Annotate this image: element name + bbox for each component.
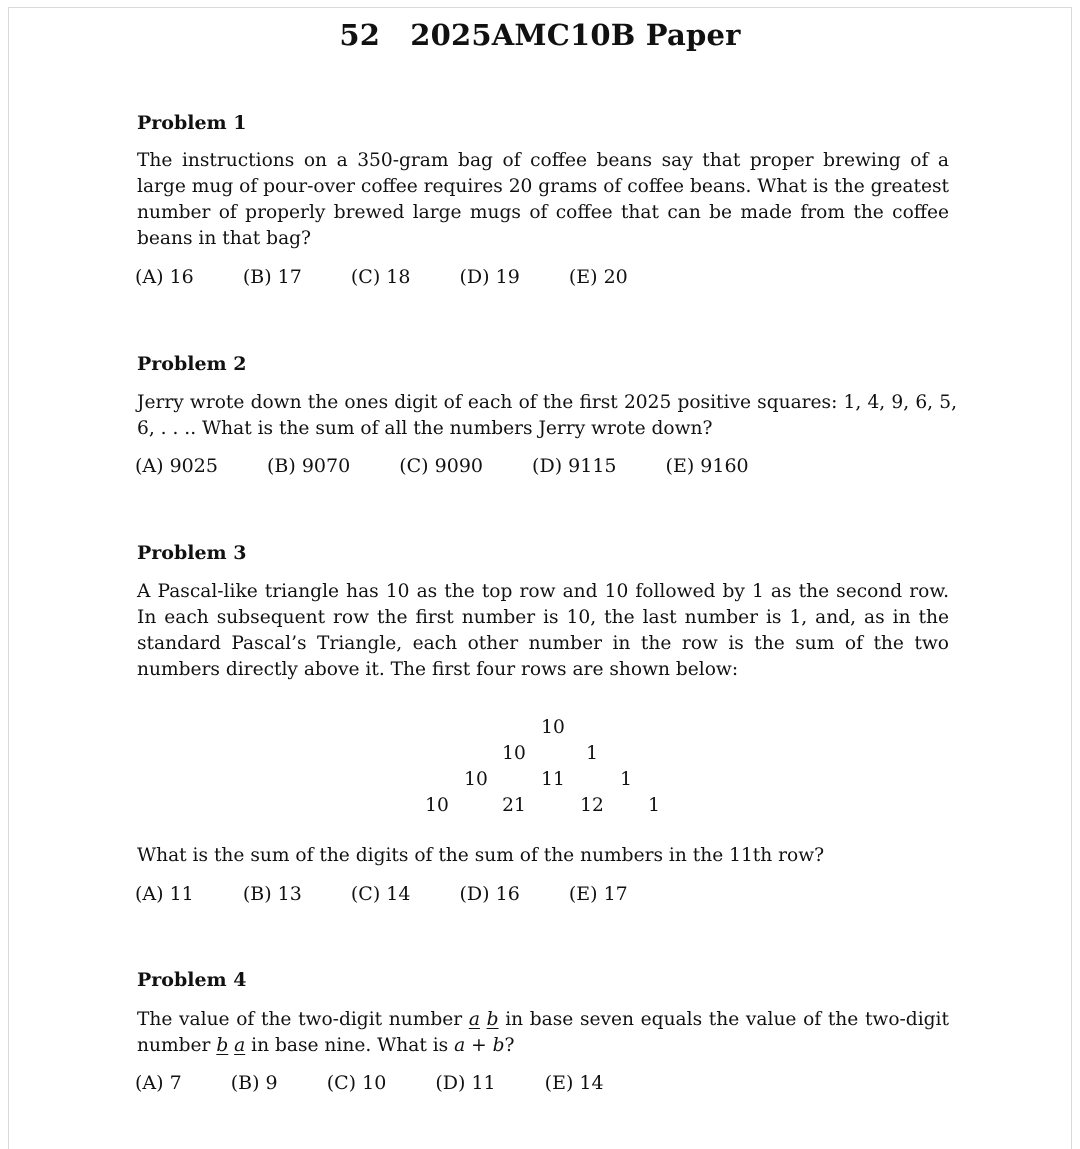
problem-4 (135, 969, 949, 1094)
choice-c: (C) 10 (326, 1072, 387, 1094)
triangle-entry: 10 (502, 743, 526, 764)
page-header (0, 18, 1080, 52)
choice-c: (C) 18 (350, 266, 411, 288)
choice-d: (D) 9115 (532, 455, 617, 477)
triangle-entry: 21 (502, 795, 526, 816)
choice-a: (A) 7 (135, 1072, 182, 1094)
choice-e: (E) 20 (568, 266, 628, 288)
choice-d: (D) 11 (435, 1072, 496, 1094)
choice-e: (E) 17 (568, 883, 628, 905)
triangle-entry: 1 (648, 795, 660, 816)
digit-a: a (234, 1035, 246, 1056)
triangle-entry: 1 (620, 769, 632, 790)
choice-b: (B) 17 (242, 266, 302, 288)
triangle-entry: 1 (586, 743, 598, 764)
problem-text: Jerry wrote down the ones digit of each of the first 2025 positive squares: 1, 4, 9, 6, 5, 6, . . .. What is the sum of all the numbers Jerry wrote down? (137, 392, 957, 439)
choice-a: (A) 9025 (135, 455, 218, 477)
problem-3 (137, 542, 949, 680)
triangle-entry: 12 (580, 795, 604, 816)
problem-2 (135, 353, 957, 477)
choice-a: (A) 16 (135, 266, 194, 288)
problem-question: What is the sum of the digits of the sum of the numbers in the 11th row? (137, 845, 825, 866)
choice-b: (B) 9070 (267, 455, 351, 477)
choice-e: (E) 9160 (665, 455, 749, 477)
choice-d: (D) 19 (459, 266, 520, 288)
triangle-entry: 10 (541, 717, 565, 738)
problem-heading: Problem 3 (137, 542, 247, 564)
answer-choices (135, 1072, 647, 1094)
problem-text: The value of the two-digit number a b in base seven equals the value of the two-digit number b a in base nine. What is a + b? (137, 1009, 949, 1056)
answer-choices (135, 455, 792, 477)
problem-1 (135, 112, 949, 288)
choice-b: (B) 9 (230, 1072, 278, 1094)
choice-c: (C) 9090 (399, 455, 483, 477)
triangle-entry: 11 (541, 769, 565, 790)
page-title: 2025AMC10B Paper (410, 18, 741, 52)
sum-expression: a + b (454, 1035, 505, 1056)
page-number: 52 (339, 18, 381, 52)
digit-a: a (468, 1009, 480, 1030)
choice-d: (D) 16 (459, 883, 520, 905)
answer-choices (135, 266, 671, 288)
choice-a: (A) 11 (135, 883, 194, 905)
choice-c: (C) 14 (350, 883, 411, 905)
problem-heading: Problem 1 (137, 112, 247, 134)
choice-e: (E) 14 (544, 1072, 604, 1094)
triangle-entry: 10 (464, 769, 488, 790)
digit-b: b (486, 1009, 499, 1030)
digit-b: b (216, 1035, 229, 1056)
triangle-entry: 10 (425, 795, 449, 816)
problem-text: A Pascal-like triangle has 10 as the top row and 10 followed by 1 as the second row. In each subsequent row the first number is 10, the last number is 1, and, as in the standard Pascal’s Triangle, each other number in the row is the sum of the two numbers directly above it. The first four rows are shown below: (137, 581, 949, 680)
answer-choices (135, 883, 671, 905)
problem-heading: Problem 2 (137, 353, 247, 375)
problem-text: The instructions on a 350-gram bag of coffee beans say that proper brewing of a large mug of pour-over coffee requires 20 grams of coffee beans. What is the greatest number of properly brewed large mugs of coffee that can be made from the coffee beans in that bag? (137, 150, 949, 249)
choice-b: (B) 13 (242, 883, 302, 905)
problem-heading: Problem 4 (137, 969, 247, 991)
